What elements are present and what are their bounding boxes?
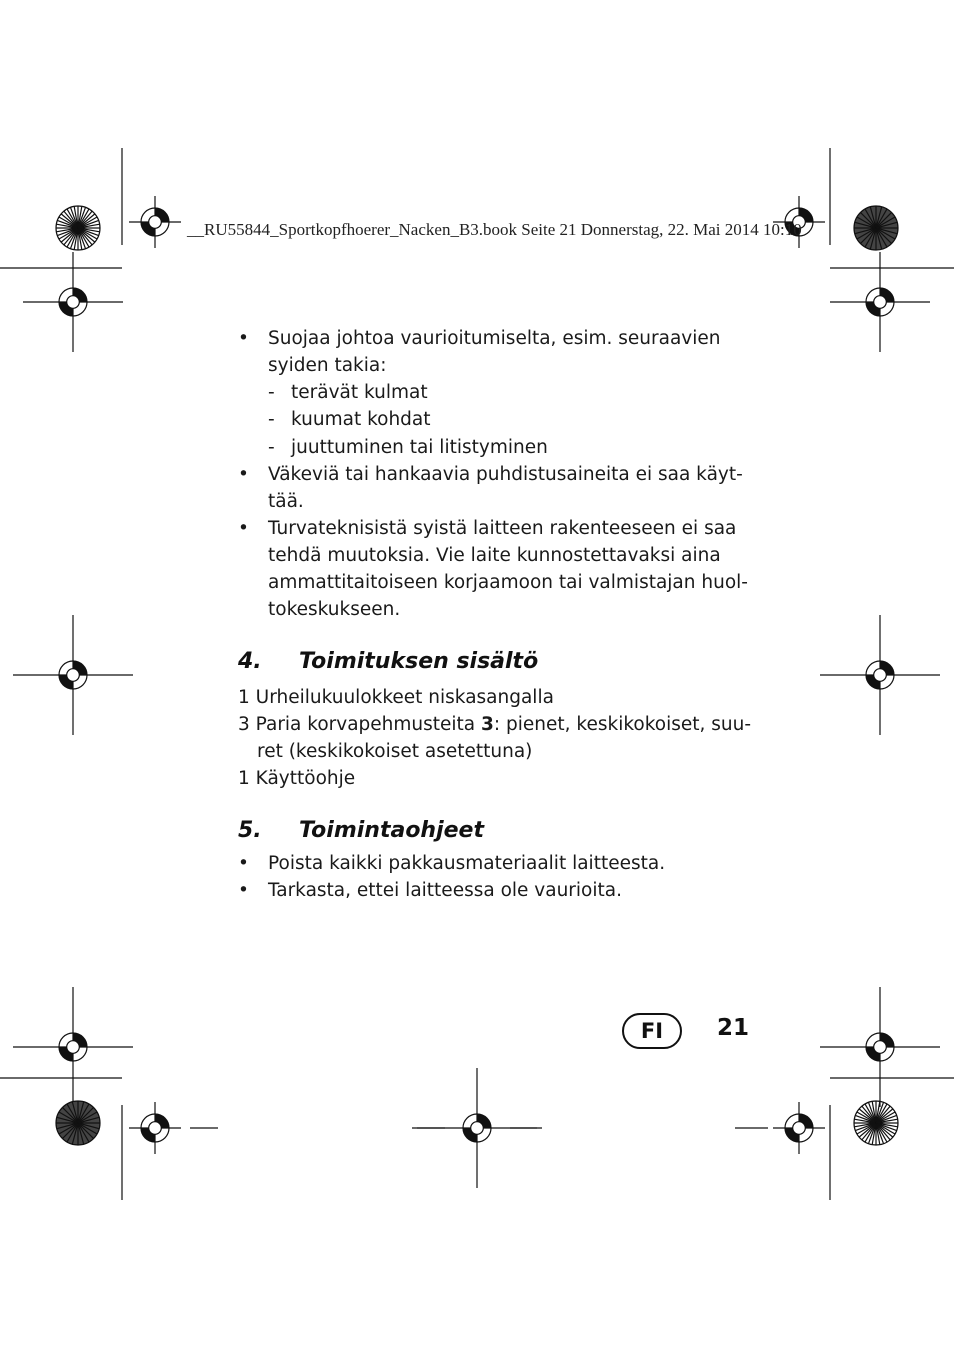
- bullet-text: Turvateknisistä syistä laitteen rakenteeseen ei saa: [268, 518, 737, 539]
- registration-target-center: [874, 669, 887, 682]
- section-number: 5.: [238, 818, 262, 843]
- registration-target-center: [149, 216, 162, 229]
- bullet-text: Poista kaikki pakkausmateriaalit laitteesta.: [268, 853, 666, 874]
- section-title: Toimintaohjeet: [299, 818, 484, 843]
- bullet-text: tehdä muutoksia. Vie laite kunnostettavaksi aina: [268, 545, 721, 566]
- bullet-text: ammattitaitoiseen korjaamoon tai valmistajan huol-: [268, 572, 748, 593]
- sub-item-text: juuttuminen tai litistyminen: [291, 437, 548, 458]
- dash-icon: -: [268, 382, 275, 403]
- bullet-icon: •: [238, 464, 249, 485]
- list-item-continuation: ret (keskikokoiset asetettuna): [257, 741, 533, 762]
- dash-icon: -: [268, 437, 275, 458]
- page-number: 21: [717, 1015, 750, 1041]
- bullet-text: Tarkasta, ettei laitteessa ole vaurioita.: [268, 880, 622, 901]
- language-badge: FI: [622, 1013, 682, 1049]
- bullet-text: Suojaa johtoa vaurioitumiselta, esim. seuraavien: [268, 328, 721, 349]
- bullet-text: tokeskukseen.: [268, 599, 401, 620]
- registration-target-center: [874, 1041, 887, 1054]
- registration-target-center: [793, 1122, 806, 1135]
- part-reference-number: 3: [481, 714, 494, 735]
- registration-target-center: [874, 296, 887, 309]
- section-title: Toimituksen sisältö: [299, 649, 539, 674]
- print-slug-line: __RU55844_Sportkopfhoerer_Nacken_B3.book Seite 21 Donnerstag, 22. Mai 2014 10:10: [187, 220, 802, 239]
- registration-target-center: [67, 296, 80, 309]
- dash-icon: -: [268, 409, 275, 430]
- list-item: 1 Käyttöohje: [238, 768, 356, 789]
- registration-target-center: [149, 1122, 162, 1135]
- list-item-text: : pienet, keskikokoiset, suu-: [493, 714, 752, 735]
- bullet-icon: •: [238, 880, 249, 901]
- sub-item-text: terävät kulmat: [291, 382, 428, 403]
- list-item: [238, 711, 751, 738]
- section-number: 4.: [238, 649, 262, 674]
- bullet-text: Väkeviä tai hankaavia puhdistusaineita ei saa käyt-: [268, 464, 743, 485]
- list-item-text: 3 Paria korvapehmusteita: [238, 714, 482, 735]
- bullet-icon: •: [238, 328, 249, 349]
- list-item: 1 Urheilukuulokkeet niskasangalla: [238, 687, 554, 708]
- registration-target-center: [67, 1041, 80, 1054]
- bullet-text: tää.: [268, 491, 304, 512]
- sub-item-text: kuumat kohdat: [291, 409, 431, 430]
- bullet-icon: •: [238, 853, 249, 874]
- bullet-icon: •: [238, 518, 249, 539]
- registration-target-center: [471, 1122, 484, 1135]
- bullet-text: syiden takia:: [268, 355, 387, 376]
- registration-target-center: [67, 669, 80, 682]
